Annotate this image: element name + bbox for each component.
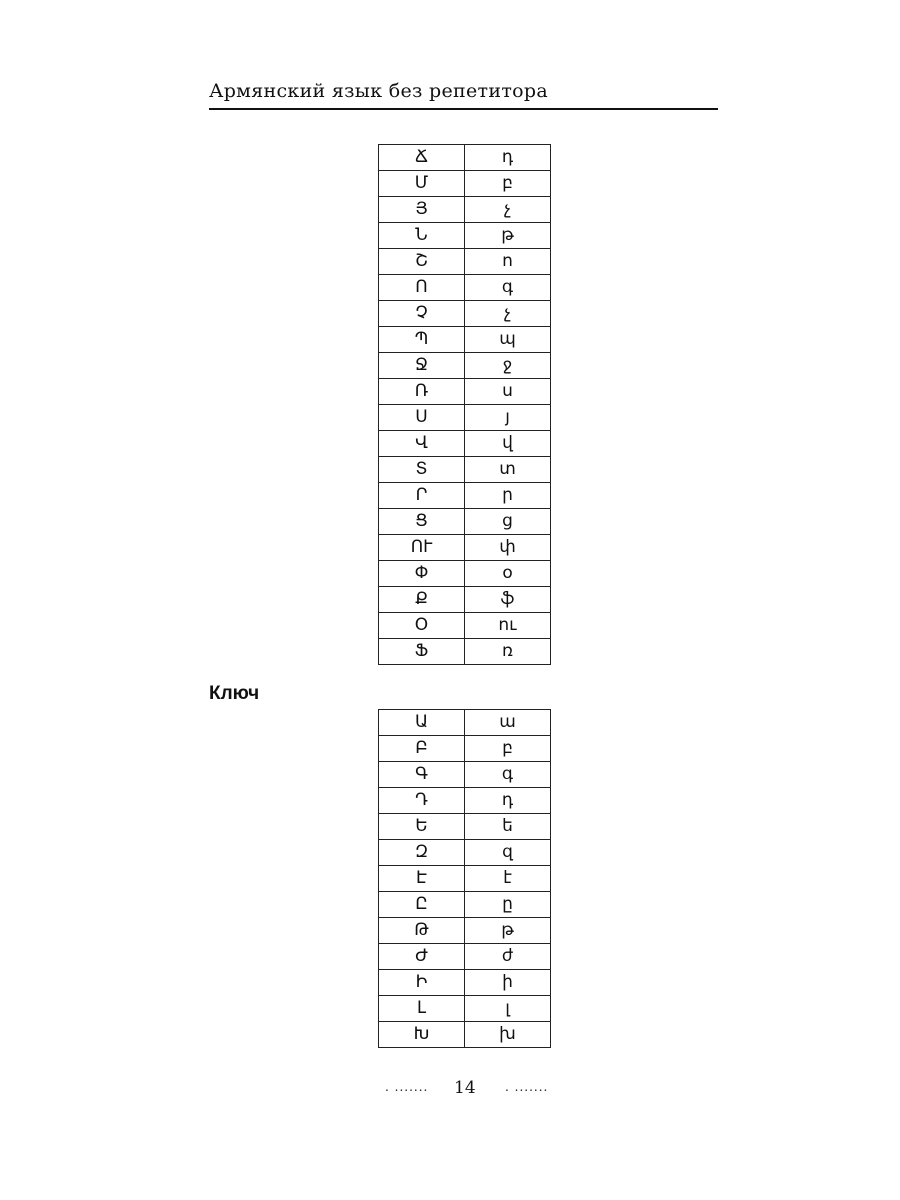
lowercase-letter-cell: յ: [465, 405, 551, 431]
lowercase-letter-cell: ո: [465, 249, 551, 275]
lowercase-letter-cell: ռ: [465, 639, 551, 665]
table-row: [379, 509, 551, 535]
uppercase-letter-cell: Ք: [379, 587, 465, 613]
lowercase-letter-cell: վ: [465, 431, 551, 457]
lowercase-letter-cell: պ: [465, 327, 551, 353]
lowercase-letter-cell: դ: [465, 145, 551, 171]
table-row: [379, 171, 551, 197]
letter-table-top-body: [379, 145, 551, 665]
uppercase-letter-cell: Ո: [379, 275, 465, 301]
lowercase-letter-cell: զ: [465, 840, 551, 866]
letter-table-top: [378, 144, 551, 665]
lowercase-letter-cell: գ: [465, 762, 551, 788]
lowercase-letter-cell: չ: [465, 197, 551, 223]
lowercase-letter-cell: ց: [465, 509, 551, 535]
table-row: [379, 866, 551, 892]
lowercase-letter-cell: բ: [465, 171, 551, 197]
table-row: [379, 275, 551, 301]
footer-dots-left: . .......: [385, 1080, 429, 1094]
lowercase-letter-cell: ի: [465, 970, 551, 996]
uppercase-letter-cell: Ա: [379, 710, 465, 736]
table-row: [379, 918, 551, 944]
footer-dots-right: . .......: [505, 1080, 549, 1094]
lowercase-letter-cell: ե: [465, 814, 551, 840]
table-row: [379, 301, 551, 327]
table-row: [379, 587, 551, 613]
uppercase-letter-cell: Պ: [379, 327, 465, 353]
uppercase-letter-cell: Օ: [379, 613, 465, 639]
letter-table-key-body: [379, 710, 551, 1048]
uppercase-letter-cell: Ճ: [379, 145, 465, 171]
lowercase-letter-cell: է: [465, 866, 551, 892]
table-row: [379, 405, 551, 431]
table-row: [379, 970, 551, 996]
lowercase-letter-cell: ջ: [465, 353, 551, 379]
table-row: [379, 613, 551, 639]
uppercase-letter-cell: Զ: [379, 840, 465, 866]
uppercase-letter-cell: Ի: [379, 970, 465, 996]
table-row: [379, 145, 551, 171]
lowercase-letter-cell: ը: [465, 892, 551, 918]
table-row: [379, 762, 551, 788]
uppercase-letter-cell: Ժ: [379, 944, 465, 970]
uppercase-letter-cell: Չ: [379, 301, 465, 327]
table-row: [379, 249, 551, 275]
lowercase-letter-cell: թ: [465, 918, 551, 944]
table-row: [379, 814, 551, 840]
header-rule: [209, 108, 718, 110]
table-row: [379, 561, 551, 587]
uppercase-letter-cell: Լ: [379, 996, 465, 1022]
lowercase-letter-cell: բ: [465, 736, 551, 762]
page-number: 14: [454, 1078, 476, 1098]
uppercase-letter-cell: Խ: [379, 1022, 465, 1048]
table-row: [379, 483, 551, 509]
lowercase-letter-cell: չ: [465, 301, 551, 327]
table-row: [379, 535, 551, 561]
key-heading: Ключ: [209, 683, 260, 704]
uppercase-letter-cell: Դ: [379, 788, 465, 814]
uppercase-letter-cell: Բ: [379, 736, 465, 762]
uppercase-letter-cell: Յ: [379, 197, 465, 223]
table-row: [379, 457, 551, 483]
table-row: [379, 1022, 551, 1048]
uppercase-letter-cell: Ֆ: [379, 639, 465, 665]
lowercase-letter-cell: ժ: [465, 944, 551, 970]
table-row: [379, 788, 551, 814]
lowercase-letter-cell: գ: [465, 275, 551, 301]
table-row: [379, 944, 551, 970]
table-row: [379, 379, 551, 405]
table-row: [379, 327, 551, 353]
table-row: [379, 996, 551, 1022]
running-title: Армянский язык без репетитора: [209, 80, 548, 102]
lowercase-letter-cell: թ: [465, 223, 551, 249]
lowercase-letter-cell: լ: [465, 996, 551, 1022]
table-row: [379, 197, 551, 223]
table-row: [379, 840, 551, 866]
uppercase-letter-cell: Ջ: [379, 353, 465, 379]
uppercase-letter-cell: Վ: [379, 431, 465, 457]
uppercase-letter-cell: Շ: [379, 249, 465, 275]
uppercase-letter-cell: Ը: [379, 892, 465, 918]
page-footer: [0, 1078, 900, 1098]
lowercase-letter-cell: ր: [465, 483, 551, 509]
lowercase-letter-cell: օ: [465, 561, 551, 587]
uppercase-letter-cell: Մ: [379, 171, 465, 197]
table-row: [379, 892, 551, 918]
uppercase-letter-cell: Փ: [379, 561, 465, 587]
table-row: [379, 736, 551, 762]
uppercase-letter-cell: Տ: [379, 457, 465, 483]
lowercase-letter-cell: ս: [465, 379, 551, 405]
uppercase-letter-cell: Ց: [379, 509, 465, 535]
uppercase-letter-cell: Է: [379, 866, 465, 892]
lowercase-letter-cell: ա: [465, 710, 551, 736]
uppercase-letter-cell: Ս: [379, 405, 465, 431]
lowercase-letter-cell: փ: [465, 535, 551, 561]
lowercase-letter-cell: ֆ: [465, 587, 551, 613]
uppercase-letter-cell: Ռ: [379, 379, 465, 405]
uppercase-letter-cell: Ր: [379, 483, 465, 509]
uppercase-letter-cell: Գ: [379, 762, 465, 788]
uppercase-letter-cell: Թ: [379, 918, 465, 944]
uppercase-letter-cell: Ե: [379, 814, 465, 840]
lowercase-letter-cell: տ: [465, 457, 551, 483]
letter-table-key: [378, 709, 551, 1048]
table-row: [379, 431, 551, 457]
uppercase-letter-cell: Ն: [379, 223, 465, 249]
lowercase-letter-cell: ու: [465, 613, 551, 639]
lowercase-letter-cell: դ: [465, 788, 551, 814]
table-row: [379, 639, 551, 665]
lowercase-letter-cell: խ: [465, 1022, 551, 1048]
table-row: [379, 710, 551, 736]
table-row: [379, 223, 551, 249]
uppercase-letter-cell: ՈՒ: [379, 535, 465, 561]
table-row: [379, 353, 551, 379]
page-header: [209, 80, 718, 110]
